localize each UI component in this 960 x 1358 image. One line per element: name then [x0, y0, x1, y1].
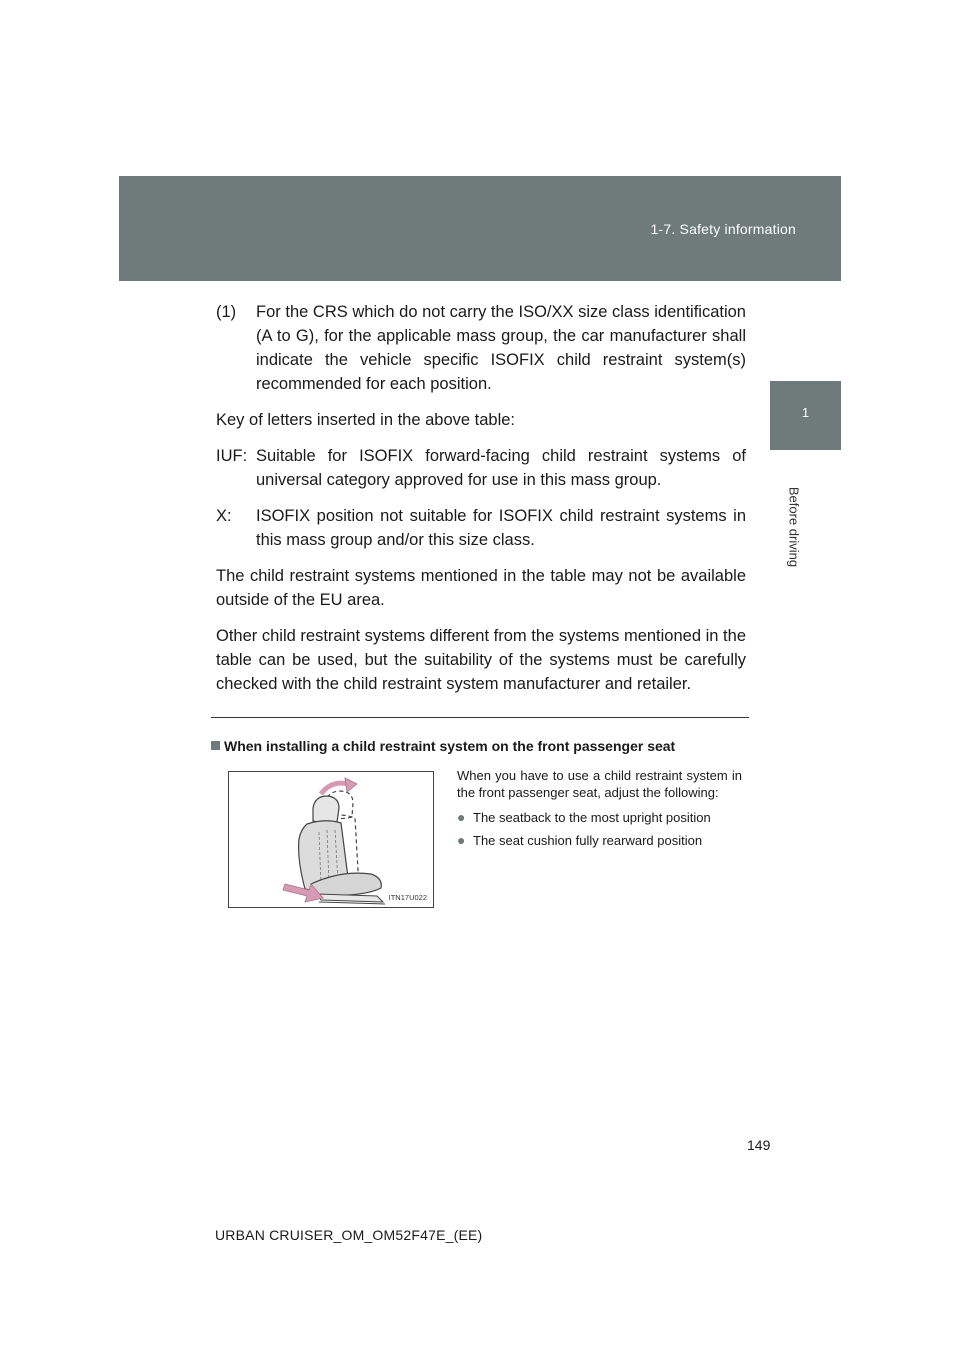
section-divider [211, 717, 749, 718]
square-bullet-icon [211, 741, 220, 750]
section-title: 1-7. Safety information [650, 221, 796, 237]
note-1-label: (1) [216, 303, 237, 321]
seat-illustration [228, 771, 434, 908]
list-item-text: The seat cushion fully rearward position [473, 833, 703, 848]
list-item [457, 832, 742, 849]
section-heading-text: When installing a child restraint system on the front passenger seat [224, 738, 676, 754]
section-heading [211, 738, 771, 754]
key-iuf [216, 444, 746, 492]
circle-bullet-icon: ● [457, 809, 466, 825]
seat-drawing [229, 772, 435, 909]
page-number: 149 [747, 1137, 771, 1153]
list-item [457, 809, 742, 826]
chapter-label-text: Before driving [786, 486, 802, 568]
note-1-text: For the CRS which do not carry the ISO/XX size class identification (A to G), for the applicable mass group, the car manufacturer shall indicate the vehicle specific ISOFIX child restraint system(s) recommended for each position. [256, 303, 746, 393]
key-intro: Key of letters inserted in the above table: [216, 411, 516, 429]
chapter-label [784, 462, 804, 592]
instructions-intro: When you have to use a child restraint system in the front passenger seat, adjust the following: [457, 768, 742, 800]
header-band [119, 176, 841, 281]
key-iuf-text: Suitable for ISOFIX forward-facing child restraint systems of universal category approved for use in this mass group. [256, 447, 746, 489]
key-x [216, 504, 746, 552]
footer-manual-code: URBAN CRUISER_OM_OM52F47E_(EE) [215, 1227, 483, 1243]
key-x-label: X: [216, 507, 232, 525]
note-1 [216, 300, 746, 396]
body-text [216, 300, 746, 708]
chapter-number: 1 [801, 405, 810, 420]
figure-code: ITN17U022 [388, 893, 427, 902]
list-item-text: The seatback to the most upright position [473, 810, 711, 825]
circle-bullet-icon: ● [457, 832, 466, 848]
key-x-text: ISOFIX position not suitable for ISOFIX child restraint systems in this mass group and/or this size class. [256, 507, 746, 549]
para-other-systems: Other child restraint systems different from the systems mentioned in the table can be used, but the suitability of the systems must be carefully checked with the child restraint system manufacturer and retailer. [216, 627, 746, 693]
chapter-tab[interactable] [770, 381, 841, 450]
para-eu-availability: The child restraint systems mentioned in the table may not be available outside of the EU area. [216, 567, 746, 609]
instructions [457, 767, 742, 855]
key-iuf-label: IUF: [216, 447, 248, 465]
